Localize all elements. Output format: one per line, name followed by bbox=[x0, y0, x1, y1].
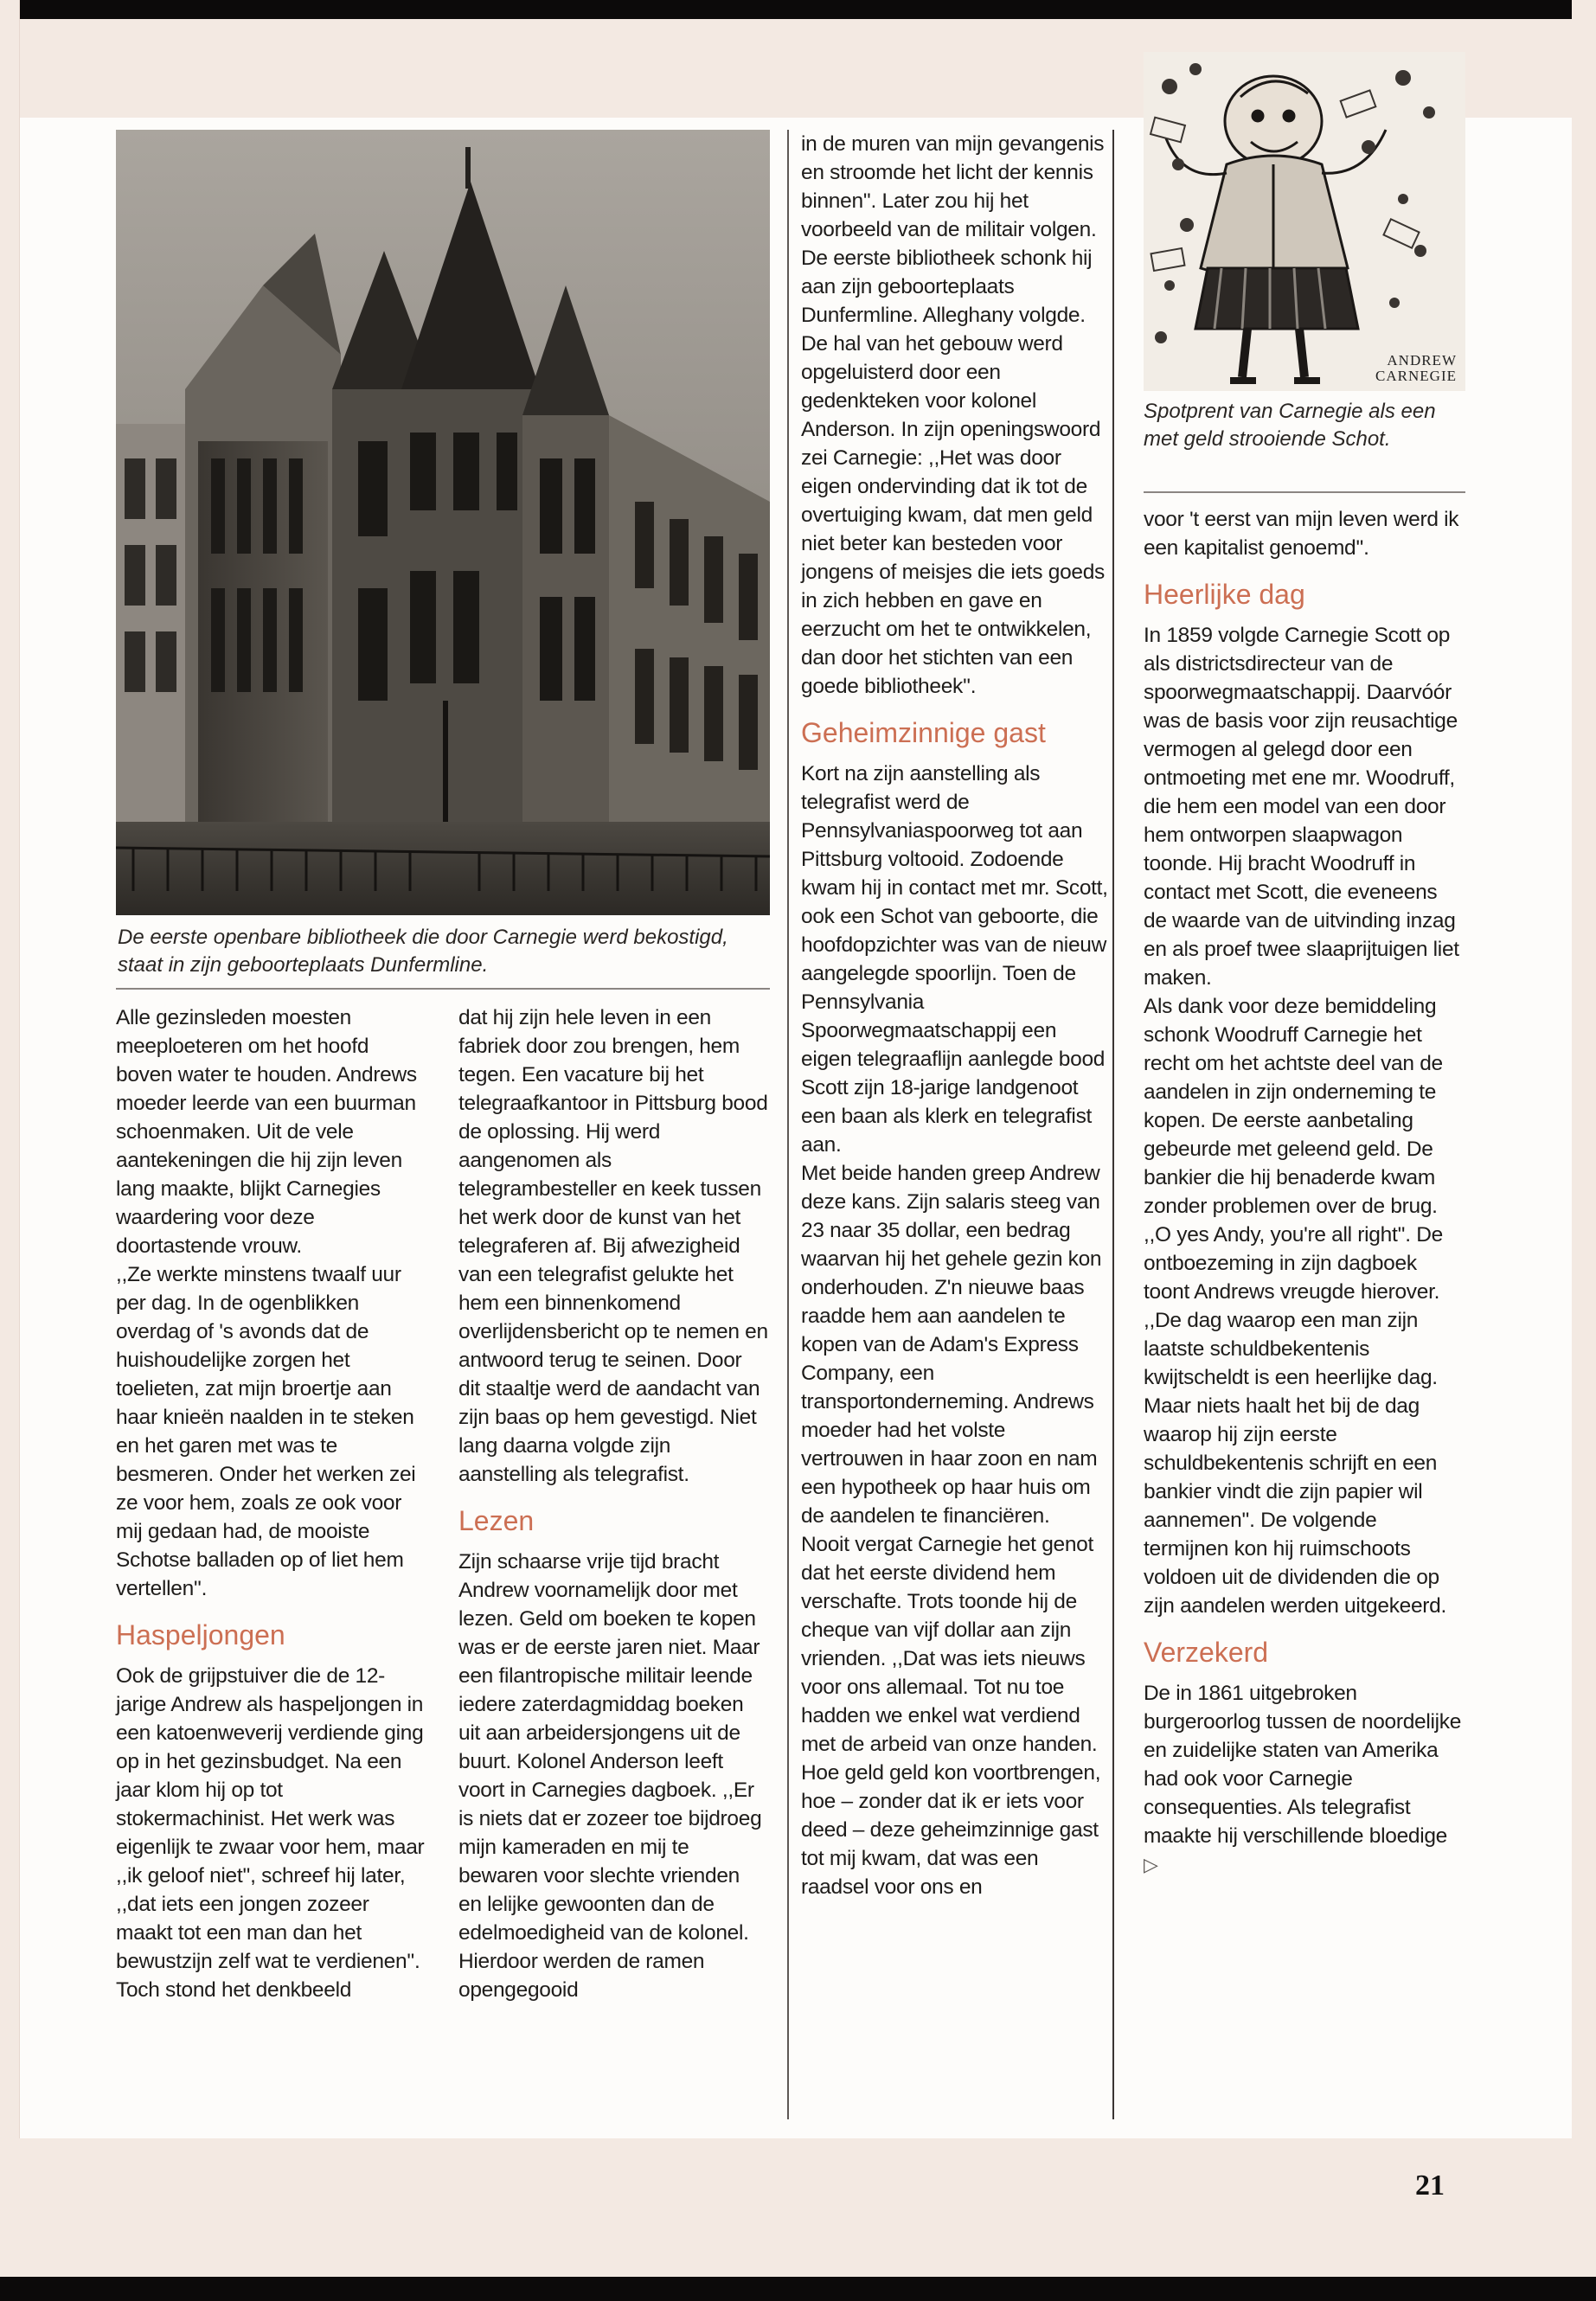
paragraph-text: De in 1861 uitgebroken burgeroorlog tussen de noordelijke en zuidelijke staten van Amerika had ook voor Carnegie consequenties. Als telegrafist maakte hij verschillende bloedige bbox=[1144, 1682, 1462, 1848]
page-bottom-margin bbox=[0, 2138, 1596, 2277]
text-column-1 bbox=[116, 1003, 427, 2004]
paragraph: Kort na zijn aanstelling als telegrafist werd de Pennsylvaniaspoorweg tot aan Pittsburg voltooid. Zodoende kwam hij in contact met mr. Scott, ook een Schot van geboorte, die hoofdopzichter was van de nieuw aangelegde spoorlijn. Toen de Pennsylvania Spoorwegmaatschappij een eigen telegraaflijn aanlegde bood Scott zijn 18-jarige landgenoot een baan als klerk en telegrafist aan. bbox=[801, 762, 1108, 1157]
paragraph: Met beide handen greep Andrew deze kans. Zijn salaris steeg van 23 naar 35 dollar, een bedrag waarvan hij het gehele gezin kon onderhouden. Z'n nieuwe baas raadde hem aan aandelen te kopen van de Adam's Express Company, een transportonderneming. Andrews moeder had het volste vertrouwen in haar zoon en nam een hypotheek op haar huis om de aandelen te financiëren. bbox=[801, 1162, 1102, 1528]
paragraph: ,,Ze werkte minstens twaalf uur per dag. In de ogenblikken overdag of 's avonds dat de huishoudelijke zorgen het toelieten, zat mijn broertje aan haar knieën naalden in te steken en het garen met was te besmeren. Onder het werken zei ze voor hem, zoals ze ook voor mij gedaan had, de mooiste Schotse balladen op of liet hem vertellen''. bbox=[116, 1263, 416, 1600]
paragraph bbox=[1144, 1679, 1464, 1879]
carnegie-cartoon bbox=[1144, 52, 1465, 391]
cartoon-signature bbox=[1344, 353, 1457, 384]
paragraph: voor 't eerst van mijn leven werd ik een kapitalist genoemd''. bbox=[1144, 508, 1459, 560]
section-heading: Haspeljongen bbox=[116, 1619, 285, 1650]
continue-arrow-icon: ▷ bbox=[1144, 1854, 1158, 1875]
library-photo bbox=[116, 130, 770, 915]
cartoon-caption-rule bbox=[1144, 491, 1465, 493]
paragraph: Toch stond het denkbeeld bbox=[116, 1978, 352, 2002]
section-heading: Lezen bbox=[458, 1505, 535, 1536]
column-divider bbox=[787, 130, 789, 2119]
paragraph: Alle gezinsleden moesten meeploeteren om het hoofd boven water te houden. Andrews moeder leerde van een buurman schoenmaken. Uit de vele aantekeningen die hij zijn leven lang maakte, blijkt Carnegies waardering voor deze doortastende vrouw. bbox=[116, 1006, 417, 1258]
caption-rule bbox=[116, 988, 770, 990]
section-heading: Heerlijke dag bbox=[1144, 579, 1305, 610]
paragraph: Nooit vergat Carnegie het genot dat het eerste dividend hem verschafte. Trots toonde hij de cheque van vijf dollar aan zijn vrienden. ,,Dat was iets nieuws voor ons allemaal. Tot nu toe hadden we enkel wat verdiend met de arbeid van onze handen. Hoe geld geld kon voortbrengen, hoe – zonder dat ik er iets voor deed – deze geheimzinnige gast tot mij kwam, dat was een raadsel voor ons en bbox=[801, 1533, 1101, 1899]
cartoon-label-line: CARNEGIE bbox=[1375, 368, 1457, 384]
page-right-margin bbox=[1572, 0, 1596, 2301]
text-column-3 bbox=[801, 130, 1111, 1901]
cartoon-label-line: ANDREW bbox=[1387, 352, 1457, 369]
paragraph: Ook de grijpstuiver die de 12-jarige Andrew als haspeljongen in een katoenweverij verdiende ging op in het gezinsbudget. Na een jaar klom hij op tot stokermachinist. Het werk was eigenlijk te zwaar voor hem, maar ,,ik geloof niet'', schreef hij later, ,,dat iets een jongen zozeer maakt tot een man dan het bewustzijn zelf wat te verdienen''. bbox=[116, 1664, 425, 1973]
page-left-margin bbox=[0, 0, 20, 2301]
paragraph: Als dank voor deze bemiddeling schonk Woodruff Carnegie het recht om het achtste deel van de aandelen in zijn onderneming te kopen. De eerste aanbetaling gebeurde met geleend geld. De bankier die hij benaderde kwam zonder problemen over de brug. ,,O yes Andy, you're all right''. De ontboezeming in zijn dagboek toont Andrews vreugde hierover. ,,De dag waarop een man zijn laatste schuldbekentenis kwijtscheldt is een heerlijke dag. Maar niets haalt het bij de dag waarop hij zijn eerste schuldbekentenis schrijft en een bankier vindt die zijn papier wil aannemen''. De volgende termijnen kon hij ruimschoots voldoen uit de dividenden die op zijn aandelen werden uitgekeerd. bbox=[1144, 995, 1446, 1618]
section-heading: Verzekerd bbox=[1144, 1637, 1269, 1668]
scan-edge-bottom bbox=[0, 2277, 1596, 2301]
sidebar-divider bbox=[1112, 130, 1114, 2119]
cartoon-caption: Spotprent van Carnegie als een met geld strooiende Schot. bbox=[1144, 400, 1436, 451]
paragraph: In 1859 volgde Carnegie Scott op als districtsdirecteur van de spoorwegmaatschappij. Daarvóór was de basis voor zijn reusachtige vermogen al gelegd door een ontmoeting met ene mr. Woodruff, die hem een model van een door hem ontworpen slaapwagon toonde. Hij bracht Woodruff in contact met Scott, die eveneens de waarde van de uitvinding inzag en als proef twee slaaprijtuigen liet maken. bbox=[1144, 624, 1459, 990]
text-column-2 bbox=[458, 1003, 768, 2004]
paragraph: Zijn schaarse vrije tijd bracht Andrew voornamelijk door met lezen. Geld om boeken te kopen was er de eerste jaren niet. Maar een filantropische militair leende iedere zaterdagmiddag boeken uit aan arbeidersjongens uit de buurt. Kolonel Anderson leeft voort in Carnegies dagboek. ,,Er is niets dat er zozeer toe bijdroeg mijn kameraden en mij te bewaren voor slechte vrienden en lelijke gewoonten dan de edelmoedigheid van de kolonel. Hierdoor werden de ramen opengegooid bbox=[458, 1550, 762, 2002]
photo-caption: De eerste openbare bibliotheek die door Carnegie werd bekostigd, staat in zijn geboorteplaats Dunfermline. bbox=[118, 926, 728, 977]
scan-edge-top bbox=[0, 0, 1596, 19]
text-column-4 bbox=[1144, 505, 1464, 1879]
paragraph: in de muren van mijn gevangenis en stroomde het licht der kennis binnen''. Later zou hij het voorbeeld van de militair volgen. De eerste bibliotheek schonk hij aan zijn geboorteplaats Dunfermline. Alleghany volgde. De hal van het gebouw werd opgeluisterd door een gedenkteken voor kolonel Anderson. In zijn openingswoord zei Carnegie: ,,Het was door eigen ondervinding dat ik tot de overtuiging kwam, dat men geld niet beter kan besteden voor jongens of meisjes die iets goeds in zich hebben en gave en eerzucht om het te ontwikkelen, dan door het stichten van een goede bibliotheek''. bbox=[801, 132, 1106, 698]
page-number: 21 bbox=[1415, 2170, 1445, 2202]
section-heading: Geheimzinnige gast bbox=[801, 717, 1046, 748]
paragraph: dat hij zijn hele leven in een fabriek door zou brengen, hem tegen. Een vacature bij het telegraafkantoor in Pittsburg bood de oplossing. Hij werd aangenomen als telegrambesteller en keek tussen het werk door de kunst van het telegraferen af. Bij afwezigheid van een telegrafist gelukte het hem een binnenkomend overlijdensbericht op te nemen en antwoord terug te seinen. Door dit staaltje werd de aandacht van zijn baas op hem gevestigd. Niet lang daarna volgde zijn aanstelling als telegrafist. bbox=[458, 1006, 768, 1486]
